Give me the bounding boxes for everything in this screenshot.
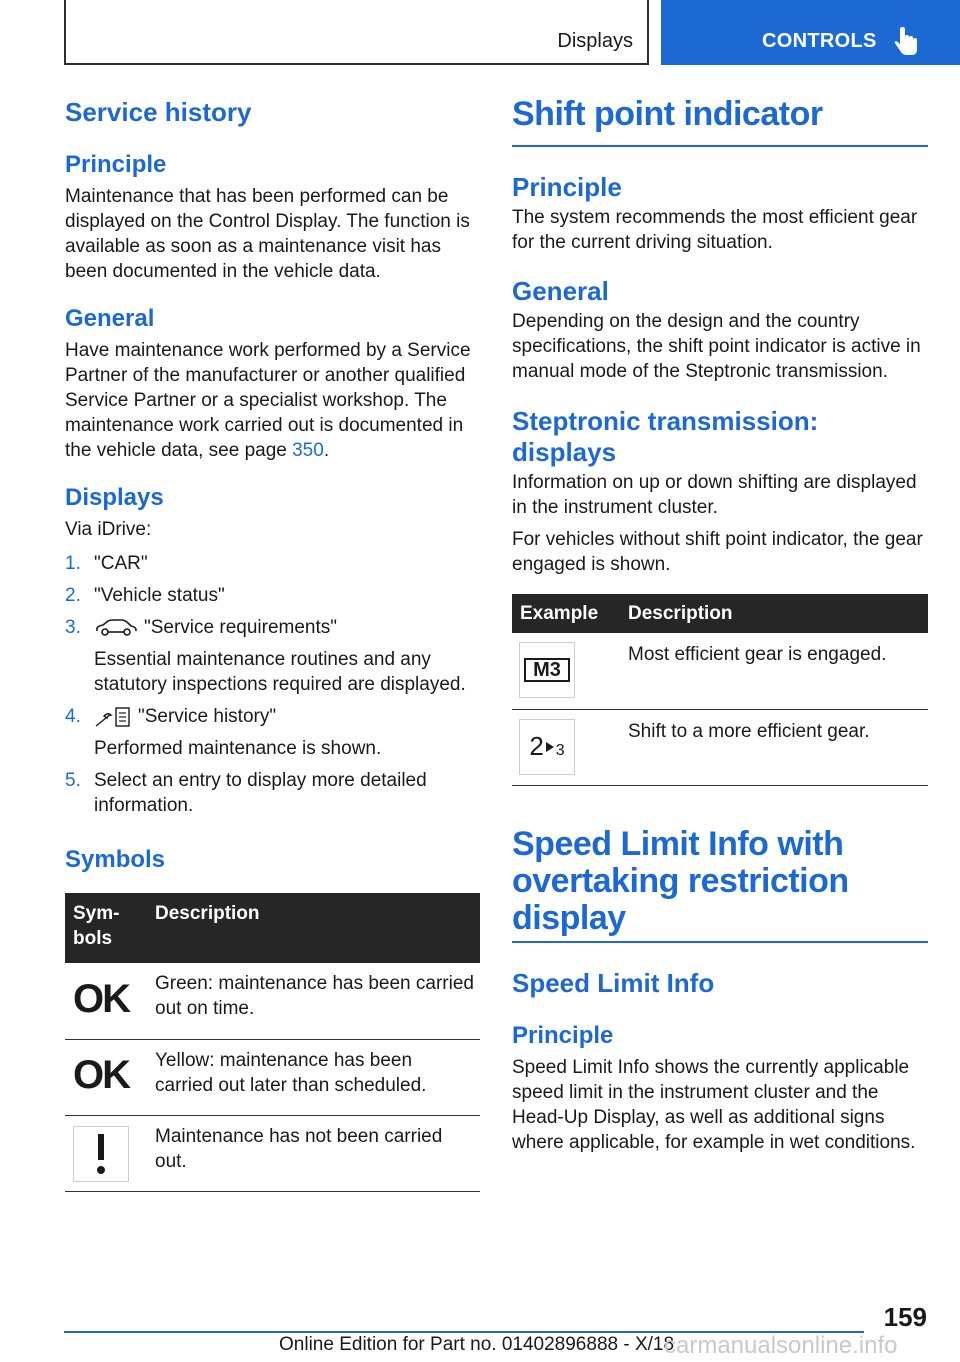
step-item	[65, 551, 480, 576]
service-history-title: Service history	[65, 97, 252, 127]
shift-from-gear: 2	[529, 731, 544, 761]
table-header-row	[65, 893, 480, 963]
symbol-description: Yellow: maintenance has been carried out later than scheduled.	[147, 1039, 480, 1115]
table-header-symbols: Sym- bols	[65, 893, 147, 963]
table-header-row	[512, 594, 928, 633]
step-text: "Service history"	[138, 706, 277, 727]
symbols-heading: Symbols	[65, 846, 166, 873]
shift-to-gear: 3	[555, 742, 565, 759]
ok-icon: OK	[73, 1053, 129, 1097]
symbol-description: Maintenance has not been carried out.	[147, 1115, 480, 1191]
step-number: 3.	[65, 617, 81, 638]
speed-limit-principle-heading: Principle	[512, 1021, 614, 1049]
left-column	[65, 96, 480, 1192]
step-text: "Service requirements"	[144, 617, 338, 638]
general-text-end: .	[323, 440, 330, 461]
right-column	[512, 96, 928, 1155]
footer-edition: Online Edition for Part no. 01402896888 - X/18	[279, 1334, 675, 1355]
arrow-right-icon	[546, 742, 554, 752]
step-text: "CAR"	[94, 553, 148, 574]
step-number: 4.	[65, 706, 81, 727]
general-heading: General	[512, 276, 609, 306]
example-cell	[512, 633, 620, 709]
displays-steps	[65, 551, 480, 818]
general-text: Depending on the design and the country specifications, the shift point indicator is active in manual mode of the Steptronic transmission.	[512, 311, 921, 382]
table-row	[65, 1039, 480, 1115]
steptronic-text-1: Information on up or down shifting are displayed in the instrument cluster.	[512, 472, 917, 518]
shift-table	[512, 594, 928, 786]
displays-heading: Displays	[65, 484, 164, 511]
table-row	[65, 1115, 480, 1191]
principle-text: The system recommends the most efficient gear for the current driving situation.	[512, 207, 918, 253]
header-section-tab	[64, 0, 649, 65]
header-chapter-label: CONTROLS	[762, 30, 877, 52]
general-text	[65, 338, 480, 463]
step-subtext: Performed maintenance is shown.	[94, 738, 382, 759]
principle-heading: Principle	[65, 151, 167, 178]
example-description: Shift to a more efficient gear.	[620, 709, 928, 785]
table-header-example: Example	[512, 594, 620, 633]
header-section-label: Displays	[557, 30, 633, 52]
footer-watermark: carmanualsonline.info	[664, 1332, 898, 1359]
step-number: 5.	[65, 770, 81, 791]
exclamation-icon	[73, 1126, 129, 1182]
displays-intro: Via iDrive:	[65, 519, 152, 540]
step-item	[65, 704, 480, 761]
car-icon	[94, 619, 138, 637]
ok-icon: OK	[73, 976, 129, 1021]
principle-text: Maintenance that has been performed can be displayed on the Control Display. The function is available as soon as a maintenance visit has been documented in the vehicle data.	[65, 186, 470, 282]
service-history-icon	[94, 706, 132, 728]
table-header-description: Description	[147, 893, 480, 963]
principle-heading: Principle	[512, 172, 622, 202]
header-chapter-tab	[661, 0, 960, 65]
step-item	[65, 768, 480, 818]
table-row	[512, 633, 928, 709]
step-item	[65, 583, 480, 608]
step-text: Select an entry to display more detailed information.	[94, 770, 427, 816]
step-item	[65, 615, 480, 697]
general-heading: General	[65, 305, 155, 332]
pointing-hand-icon	[893, 27, 923, 57]
speed-limit-title: Speed Limit Info with overtaking restriction display	[512, 826, 928, 943]
symbol-cell	[65, 1115, 147, 1191]
symbol-cell	[65, 963, 147, 1039]
example-cell	[512, 709, 620, 785]
general-text-body: Have maintenance work performed by a Service Partner of the manufacturer or another qualified Service Partner or a specialist workshop. The maintenance work carried out is documented in the vehicle data, see page	[65, 340, 471, 461]
step-subtext: Essential maintenance routines and any statutory inspections required are displayed.	[94, 649, 466, 695]
symbol-description: Green: maintenance has been carried out on time.	[147, 963, 480, 1039]
page-number: 159	[883, 1302, 927, 1332]
symbol-cell	[65, 1039, 147, 1115]
m3-gear-icon	[519, 642, 575, 698]
table-row	[512, 709, 928, 785]
step-number: 1.	[65, 553, 81, 574]
speed-limit-info-heading: Speed Limit Info	[512, 967, 715, 998]
steptronic-text-2: For vehicles without shift point indicator, the gear engaged is shown.	[512, 529, 923, 575]
shift-2-to-3-icon	[519, 719, 575, 775]
step-text: "Vehicle status"	[94, 585, 225, 606]
speed-limit-principle-text: Speed Limit Info shows the currently applicable speed limit in the instrument cluster and the Head-Up Display, as well as additional signs where applicable, for example in wet conditions.	[512, 1056, 916, 1153]
step-number: 2.	[65, 585, 81, 606]
symbols-table	[65, 893, 480, 1192]
m3-gear-label: M3	[524, 658, 570, 682]
shift-point-title: Shift point indicator	[512, 96, 928, 147]
steptronic-heading: Steptronic transmission: displays	[512, 406, 819, 467]
table-row	[65, 963, 480, 1039]
table-header-description: Description	[620, 594, 928, 633]
example-description: Most efficient gear is engaged.	[620, 633, 928, 709]
page-link[interactable]: 350	[292, 440, 324, 461]
